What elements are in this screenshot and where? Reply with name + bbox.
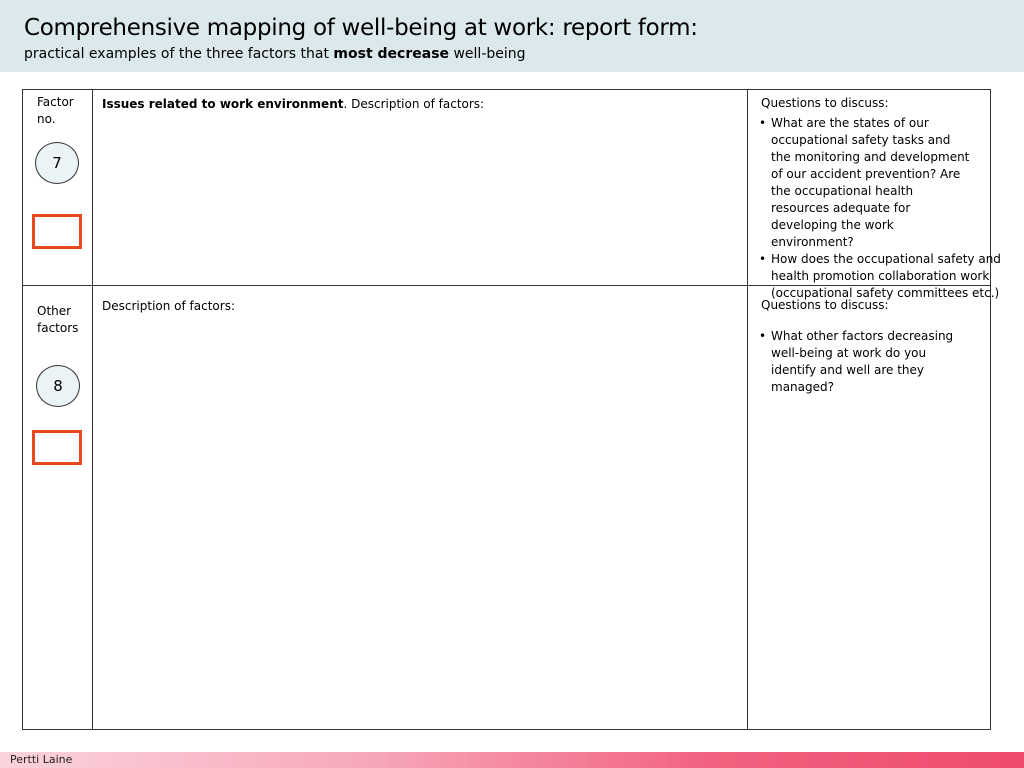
question-item: • What are the states of our occupational safety tasks and the monitoring and development of our accident prevention? Are the occupational health resources adequate for developing the work environment?: [759, 115, 971, 251]
factor-checkbox[interactable]: [32, 214, 82, 249]
factor-checkbox[interactable]: [32, 430, 82, 465]
description-label: Description of factors:: [102, 299, 235, 313]
factor-number-badge: [35, 142, 79, 184]
question-item: • What other factors decreasing well-being at work do you identify and well are they managed?: [759, 328, 971, 396]
questions-heading: Questions to discuss:: [761, 298, 889, 312]
question-item: • How does the occupational safety and health promotion collaboration work (occupational safety committees etc.): [759, 251, 1015, 302]
table-border-left: [22, 89, 23, 730]
factor-label-line1: Other: [37, 304, 72, 318]
footer-author: Pertti Laine: [10, 753, 73, 766]
description-heading: Issues related to work environment: [102, 97, 344, 111]
subtitle-suffix: well-being: [449, 46, 526, 62]
table-column-divider-2: [747, 89, 748, 730]
questions-heading: Questions to discuss:: [761, 96, 889, 110]
page-title: Comprehensive mapping of well-being at work: report form:: [24, 15, 698, 41]
questions-list: [759, 328, 971, 396]
page-subtitle: [24, 45, 526, 63]
table-border-right: [990, 89, 991, 730]
factor-label-line2: no.: [37, 112, 56, 126]
factor-label-line2: factors: [37, 321, 79, 335]
factor-label-line1: Factor: [37, 95, 74, 109]
questions-list: [759, 115, 1001, 302]
factor-number: 8: [53, 377, 63, 395]
subtitle-emphasis: most decrease: [333, 46, 450, 62]
subtitle-prefix: practical examples of the three factors that: [24, 46, 334, 62]
factor-other-label: [37, 303, 78, 337]
table-border-top: [22, 89, 991, 90]
table-border-bottom: [22, 729, 991, 730]
description-label: . Description of factors:: [343, 97, 485, 111]
factor-number-label: [37, 94, 74, 128]
description-cell[interactable]: [102, 96, 732, 113]
table-column-divider-1: [92, 89, 93, 730]
header-banner: [0, 0, 1024, 72]
footer-bar: [0, 752, 1024, 768]
description-cell[interactable]: [102, 298, 732, 315]
factor-number: 7: [52, 154, 62, 172]
factor-number-badge: [36, 365, 80, 407]
